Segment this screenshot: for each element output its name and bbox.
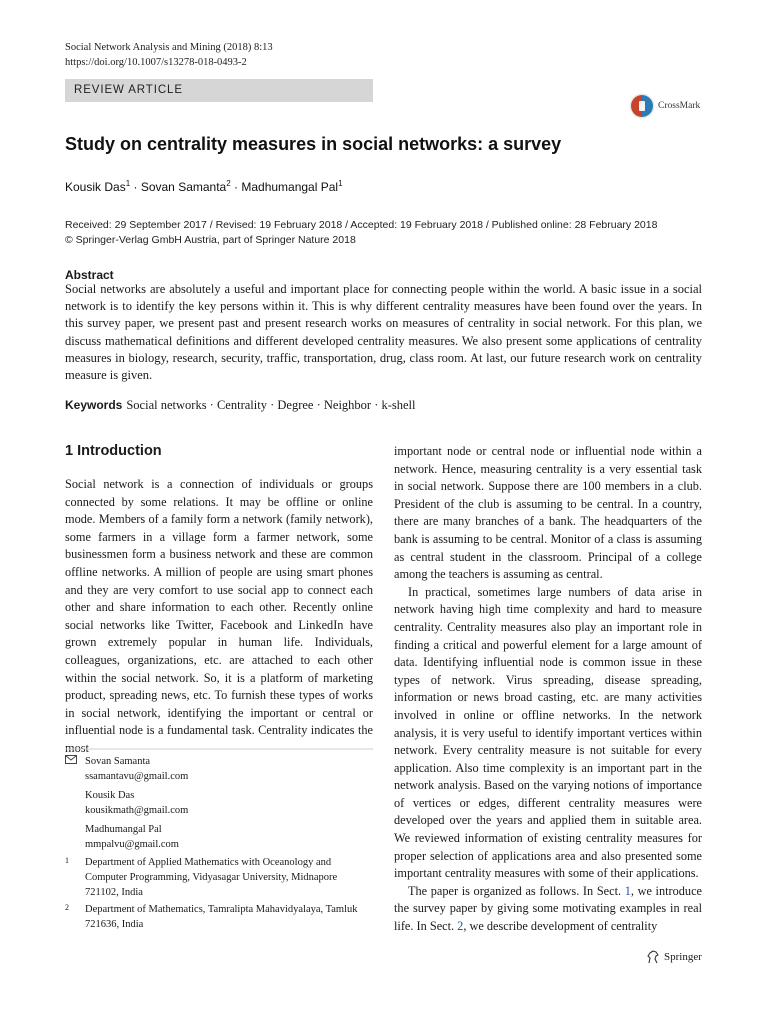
publication-dates xyxy=(65,218,657,248)
affiliation-number: 2 xyxy=(65,903,69,912)
article-type-badge xyxy=(65,79,373,102)
abstract-heading: Abstract xyxy=(65,268,114,282)
paragraph xyxy=(394,883,702,936)
author-affil-marker: 2 xyxy=(226,179,231,188)
crossmark-icon xyxy=(629,93,655,119)
contact-name: Kousik Das xyxy=(85,790,135,801)
paper-title: Study on centrality measures in social networks: a survey xyxy=(65,134,562,154)
contact-email[interactable]: kousikmath@gmail.com xyxy=(85,805,189,816)
author-list xyxy=(65,179,343,194)
contact-email[interactable]: ssamantavu@gmail.com xyxy=(85,771,189,782)
paragraph: In practical, sometimes large numbers of data arise in network having high time complexity and hard to measure centrality. Centrality measures also play an important role in finding a critical and powerful element for a large amount of data. Identifying influential node is common issue in these types of network. Virus spreading, disease spreading, information or news broad casting, etc. are many activities involved in online or offline networks. In the network analysis, it is very useful to identify important vertices within network. Every centrality measure is not suitable for every application. Also time complexity is an important part in the network analysis. Based on the varying notions of importance of vertices or edges, different centrality measures were developed over the years and applied them in suitable area. We reviewed information of existing centrality measures for proper selection of applications area and also presented some important centrality measures with some of their applications. xyxy=(394,584,702,881)
author-affil-marker: 1 xyxy=(125,179,131,188)
column-left xyxy=(65,476,373,758)
author-name: Madhumangal Pal xyxy=(241,180,339,194)
author-affil-marker: 1 xyxy=(338,179,343,188)
paragraph-text: , we describe development of centrality xyxy=(463,919,658,934)
publisher-logo xyxy=(646,950,702,964)
keywords-list: Social networks · Centrality · Degree · Neighbor · k-shell xyxy=(126,398,416,412)
footnote-divider xyxy=(65,748,373,750)
springer-horse-icon xyxy=(646,950,660,964)
affiliation xyxy=(65,855,365,900)
affiliation-number: 1 xyxy=(65,856,69,865)
column-right xyxy=(394,443,702,936)
crossmark-label: CrossMark xyxy=(658,101,701,111)
article-type-label: REVIEW ARTICLE xyxy=(74,84,183,96)
section-ref-link[interactable]: 1 xyxy=(624,883,631,898)
journal-citation: Social Network Analysis and Mining (2018) 8:13 xyxy=(65,42,273,53)
doi-link[interactable]: https://doi.org/10.1007/s13278-018-0493-2 xyxy=(65,57,247,68)
affiliation xyxy=(65,902,365,932)
contact-name: Sovan Samanta xyxy=(85,756,151,767)
section-ref-link[interactable]: 2 xyxy=(457,919,464,934)
author-name: Sovan Samanta xyxy=(140,180,227,194)
contact-email[interactable]: mmpalvu@gmail.com xyxy=(85,839,179,850)
copyright-line: © Springer-Verlag GmbH Austria, part of Springer Nature 2018 xyxy=(65,234,356,246)
affiliation-text: Department of Applied Mathematics with Oceanology and Computer Programming, Vidyasagar University, Midnapore 721102, India xyxy=(85,857,338,898)
author-name: Kousik Das xyxy=(65,180,126,194)
contact-name: Madhumangal Pal xyxy=(85,824,162,835)
envelope-icon xyxy=(65,755,77,764)
publisher-name: Springer xyxy=(664,951,702,963)
crossmark-badge[interactable] xyxy=(629,93,700,119)
paragraph-text: The paper is organized as follows. In Sect. xyxy=(408,883,625,898)
section-heading-introduction: 1 Introduction xyxy=(65,443,162,459)
contact-entry xyxy=(65,754,188,784)
paragraph: important node or central node or influential node within a network. Hence, measuring centrality is a very essential task in social network. Suppose there are 100 members in a club. President of the club is assuming to be central. In a country, there are many branches of a bank. The headquarters of the bank is assuming to be central. Monitor of a class is assuming as central student in the classroom. Principal of a college among the teachers is assuming as central. xyxy=(394,444,702,582)
journal-header xyxy=(65,40,273,70)
affiliation-text: Department of Mathematics, Tamralipta Mahavidyalaya, Tamluk 721636, India xyxy=(85,904,358,930)
history-dates: Received: 29 September 2017 / Revised: 19 February 2018 / Accepted: 19 February 2018 / Published online: 28 February 2018 xyxy=(65,219,658,231)
paragraph-text: , we introduce the survey paper by giving some motivating examples in real life. In Sect. xyxy=(394,883,702,934)
paragraph: Social network is a connection of individuals or groups connected by some relations. It may be offline or online mode. Members of a family form a network (family network), some farmers in a village form a farmer network, some businessmen form a business network and these are common offline networks. A million of people are using smart phones and they are very comfort to use social app to connect each other and share information to each other. Recently online social networks like Twitter, Facebook and LinkedIn have grown extremely popular in human life. Individuals, colleagues, organizations, etc. are attached to each other within the social network. So, it is a platform of marketing product, spreading news, etc. To furnish these types of works in social network, identifying the important or central or influential node is a fundamental task. Centrality indicates the most xyxy=(65,477,373,755)
corresponding-contacts xyxy=(65,754,188,856)
keywords-label: Keywords xyxy=(65,398,123,412)
abstract-text: Social networks are absolutely a useful and important place for connecting people within the world. A basic issue in a social network is to identify the key persons within it. This is why different centrality measures have been found over the years. In this survey paper, we present past and present research works on measures of centrality in social network. For this plan, we discuss mathematical definitions and different developed centrality measures. We also present some applications of centrality measures in biology, research, security, traffic, transportation, drug, class room. At last, our future research work on centrality measure is given. xyxy=(65,282,702,383)
contact-entry xyxy=(65,822,188,852)
author-separator: · xyxy=(130,180,141,194)
contact-entry xyxy=(65,788,188,818)
keywords xyxy=(65,398,416,413)
author-separator: · xyxy=(230,180,242,194)
